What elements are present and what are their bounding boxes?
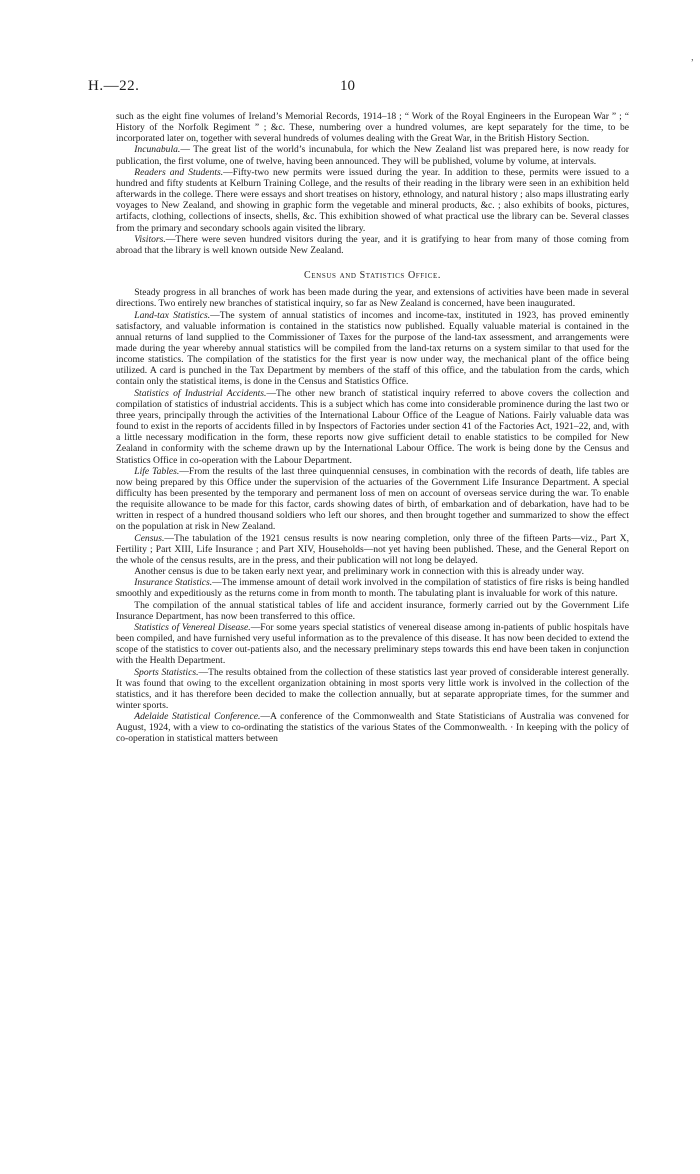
paragraph (116, 287, 629, 309)
paragraph-text: —Fifty-two new permits were issued during the year. In addition to these, permits were issued to a hundred and fifty students at Kelburn Training College, and the results of their reading in the library were seen in an exhibition held afterwards in the college. There were essays and short treatises on history, ethnology, and natural history ; also maps illustrating early voyages to New Zealand, and showing in graphic form the vegetable and mineral products, &c. ; also exhibits of books, pictures, artifacts, clothing, collections of insects, shells, &c. This exhibition showed of what practical use the library can be. Several classes from the primary and secondary schools again visited the library. (116, 166, 629, 234)
paragraph-text: The compilation of the annual statistical tables of life and accident insurance, formerly carried out by the Government Life Insurance Department, has now been transferred to this office. (116, 599, 629, 622)
paragraph (116, 466, 629, 533)
paragraph (116, 111, 629, 144)
paragraph-text: —There were seven hundred visitors during the year, and it is gratifying to hear from many of those coming from abroad that the library is well known outside New Zealand. (116, 233, 629, 256)
paragraph (116, 167, 629, 234)
paragraph-lead: Statistics of Industrial Accidents. (134, 387, 267, 399)
paragraph (116, 577, 629, 599)
paragraph (116, 566, 629, 577)
paragraph (116, 388, 629, 466)
paragraph-lead: Statistics of Venereal Disease. (134, 621, 251, 633)
paragraph (116, 310, 629, 388)
paragraph-text: —From the results of the last three quinquennial censuses, in combination with the records of death, life tables are now being prepared by this Office under the supervision of the actuaries of the Government Life Insurance Department. A special difficulty has been presented by the temporary and permanent loss of men on account of overseas service during the war. To enable the requisite allowance to be made for this factor, cards showing dates of birth, of embarkation and of debarkation, have had to be written in respect of a hundred thousand soldiers who left our shores, and then brought together and summarized to show the effect on the population at risk in New Zealand. (116, 465, 629, 533)
census-section (116, 287, 629, 744)
paragraph (116, 600, 629, 622)
paragraph-lead: Readers and Students. (134, 166, 224, 178)
paragraph (116, 144, 629, 166)
paragraph (116, 711, 629, 744)
paragraph-lead: Life Tables. (134, 465, 180, 477)
paragraph-lead: Adelaide Statistical Conference. (134, 711, 261, 723)
paragraph (116, 622, 629, 667)
document-reference: H.—22. (88, 78, 140, 94)
body-text (116, 111, 629, 745)
paragraph-text: — The great list of the world’s incunabula, for which the New Zealand list was prepared here, is now ready for publication, the first volume, one of twelve, having been announced. They will be published, volume by volume, at intervals. (116, 144, 629, 167)
paragraph-lead: Visitors. (134, 233, 166, 245)
library-section (116, 111, 629, 256)
paragraph-lead: Insurance Statistics. (134, 577, 213, 589)
margin-mark: ’ (690, 58, 694, 69)
paragraph-lead: Sports Statistics. (134, 666, 199, 678)
paragraph-text: —The other new branch of statistical inquiry referred to above covers the collection and compilation of statistics of industrial accidents. This is a subject which has come into considerable prominence during the last two or three years, principally through the activities of the International Labour Office of the League of Nations. Fairly valuable data was found to exist in the reports of accidents filled in by Inspectors of Factories under section 41 of the Factories Act, 1921–22, and, with a little necessary modification in the form, these reports now give sufficient detail to enable statistics to be compiled for New Zealand in conformity with the scheme drawn up by the International Labour Office. The work is being done by the Census and Statistics Office in co-operation with the Labour Department. (116, 387, 629, 466)
paragraph-text: —For some years special statistics of venereal disease among in-patients of public hospitals have been compiled, and have furnished very useful information as to the prevalence of this disease. It has now been decided to extend the scope of the statistics to cover out-patients also, and the necessary preliminary steps towards this end have been taken in conjunction with the Health Department. (116, 621, 629, 667)
paragraph (116, 667, 629, 712)
page-number: 10 (340, 78, 355, 94)
paragraph-lead: Census. (134, 532, 165, 544)
paragraph-text: —The tabulation of the 1921 census results is now nearing completion, only three of the fifteen Parts—viz., Part X, Fertility ; Part XIII, Life Insurance ; and Part XIV, Households—not yet having been published. These, and the General Report on the whole of the census results, are in the press, and their publication will not long be delayed. (116, 532, 629, 566)
paragraph-text: —The immense amount of detail work involved in the compilation of statistics of fire risks is being handled smoothly and expeditiously as the returns come in from month to month. The tabulating plant is invaluable for work of this nature. (116, 577, 629, 600)
paragraph-text: Another census is due to be taken early next year, and preliminary work in connection with this is already under way. (134, 566, 584, 578)
paragraph-lead: Land-tax Statistics. (134, 309, 211, 321)
paragraph-text: such as the eight fine volumes of Ireland’s Memorial Records, 1914–18 ; “ Work of the Royal Engineers in the European War ” ; “ History of the Norfolk Regiment ” ; &c. These, numbering over a hundred volumes, are kept separately for the time, to be incorporated later on, together with several hundreds of volumes dealing with the Great War, in the British History Section. (116, 111, 629, 145)
paragraph (116, 234, 629, 256)
paragraph-text: Steady progress in all branches of work has been made during the year, and extensions of activities have been made in several directions. Two entirely new branches of statistical inquiry, so far as New Zealand is concerned, have been inaugurated. (116, 287, 629, 310)
paragraph (116, 533, 629, 566)
paragraph-text: —The system of annual statistics of incomes and income-tax, instituted in 1923, has proved eminently satisfactory, and valuable information is contained in the statistics now published. Equally valuable material is contained in the annual returns of land supplied to the Commissioner of Taxes for the purpose of the land-tax assessment, and arrangements were made during the year whereby annual statistics will be compiled from the land-tax returns on a system similar to that used for the income statistics. The compilation of the statistics for the first year is now under way, the mechanical plant of the office being utilized. A card is punched in the Tax Department by members of the staff of this office, and the tabulation from the cards, which contain only the statistical items, is done in the Census and Statistics Office. (116, 309, 629, 388)
paragraph-text: —A conference of the Commonwealth and State Statisticians of Australia was convened for August, 1924, with a view to co-ordinating the statistics of the various States of the Commonwealth. · In keeping with the policy of co-operation in statistical matters between (116, 711, 629, 745)
paragraph-lead: Incunabula. (134, 144, 181, 156)
section-heading: Census and Statistics Office. (304, 270, 441, 282)
paragraph-text: —The results obtained from the collection of these statistics last year proved of considerable interest generally. It was found that owing to the excellent organization obtaining in most sports very little work is involved in the collection of the statistics, and it has therefore been decided to make the collection annually, but at separate appropriate times, for the summer and winter sports. (116, 666, 629, 711)
